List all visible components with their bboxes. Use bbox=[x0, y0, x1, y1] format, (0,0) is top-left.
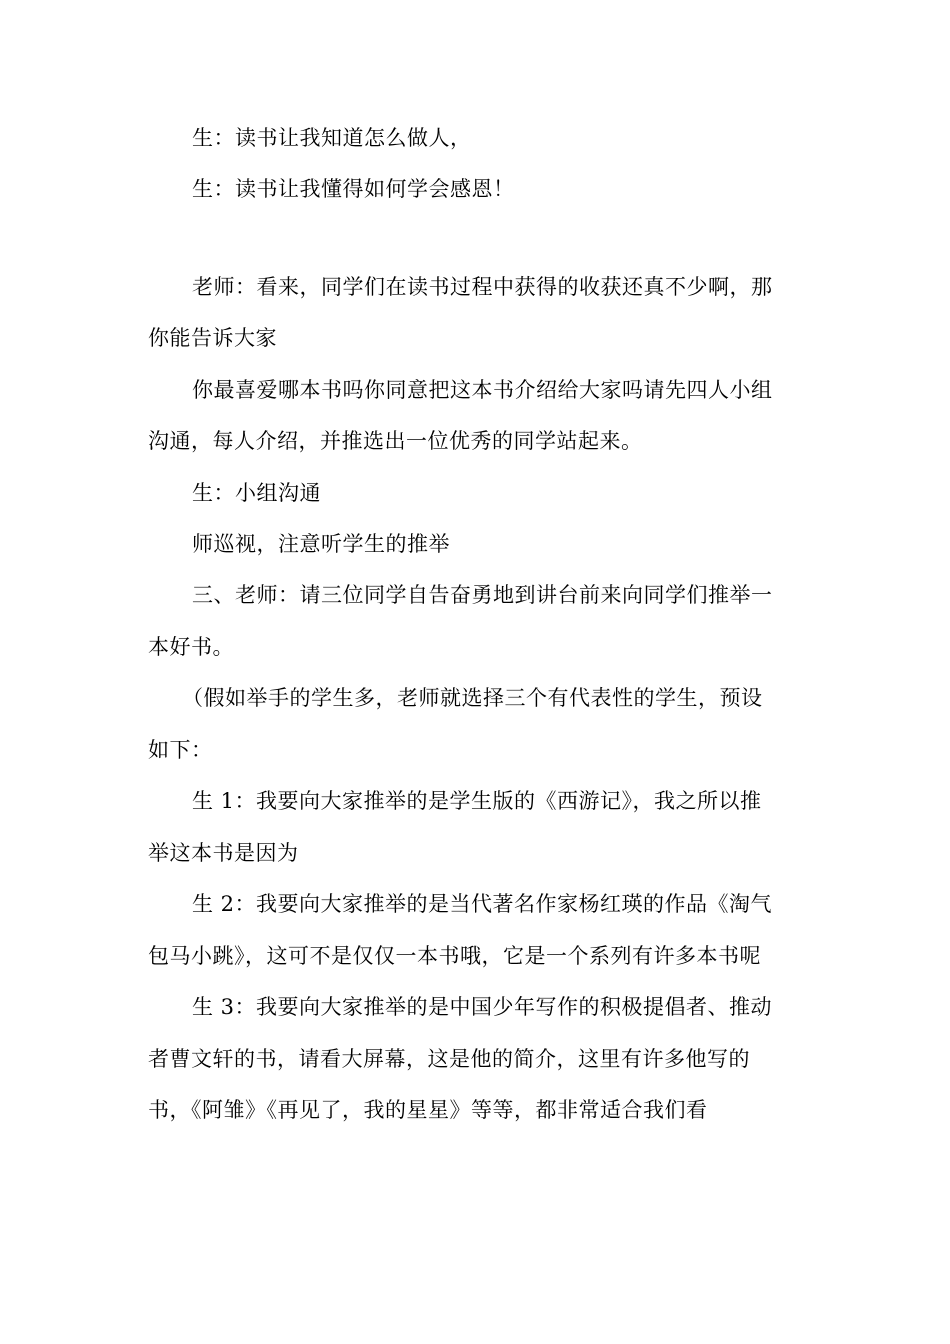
paragraph-line: 生：读书让我知道怎么做人， bbox=[192, 126, 472, 150]
paragraph-line: 如下： bbox=[148, 738, 213, 762]
paragraph-line: 书，《阿雏》《再见了，我的星星》等等，都非常适合我们看 bbox=[148, 1098, 708, 1122]
paragraph-line: 本好书。 bbox=[148, 635, 234, 659]
paragraph-line: 包马小跳》，这可不是仅仅一本书哦，它是一个系列有许多本书呢 bbox=[148, 944, 761, 968]
paragraph-line: 生 1：我要向大家推举的是学生版的《西游记》，我之所以推 bbox=[192, 789, 762, 813]
paragraph-line: 你能告诉大家 bbox=[148, 326, 277, 350]
paragraph-line: 三、老师：请三位同学自告奋勇地到讲台前来向同学们推举一 bbox=[192, 583, 773, 607]
paragraph-line: 举这本书是因为 bbox=[148, 841, 299, 865]
paragraph-line: 生：小组沟通 bbox=[192, 481, 321, 505]
paragraph-line: 生 2：我要向大家推举的是当代著名作家杨红瑛的作品《淘气 bbox=[192, 892, 773, 916]
paragraph-line: （假如举手的学生多，老师就选择三个有代表性的学生，预设 bbox=[182, 686, 763, 710]
paragraph-line: 者曹文轩的书，请看大屏幕，这是他的简介，这里有许多他写的 bbox=[148, 1047, 750, 1071]
paragraph-line: 生：读书让我懂得如何学会感恩！ bbox=[192, 177, 515, 201]
paragraph-line: 师巡视，注意听学生的推举 bbox=[192, 532, 450, 556]
paragraph-line: 老师：看来，同学们在读书过程中获得的收获还真不少啊，那 bbox=[192, 275, 773, 299]
paragraph-line: 生 3：我要向大家推举的是中国少年写作的积极提倡者、推动 bbox=[192, 995, 773, 1019]
paragraph-line: 你最喜爱哪本书吗你同意把这本书介绍给大家吗请先四人小组 bbox=[192, 378, 773, 402]
paragraph-line: 沟通，每人介绍，并推选出一位优秀的同学站起来。 bbox=[148, 429, 643, 453]
